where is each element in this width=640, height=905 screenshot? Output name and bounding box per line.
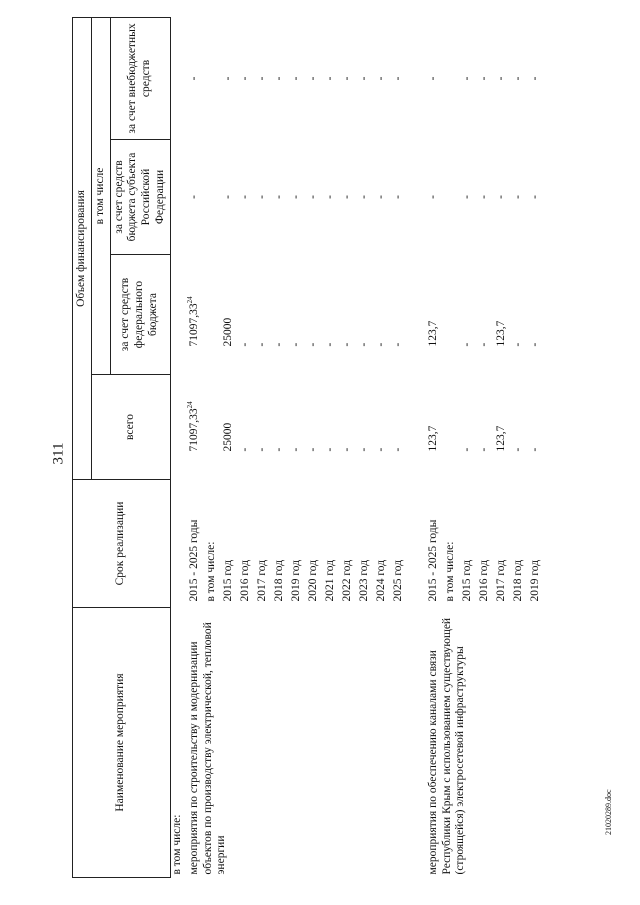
- period-cell: 2021 год: [323, 559, 336, 602]
- header-including: в том числе: [91, 17, 110, 374]
- rotated-table-content: [72, 18, 572, 878]
- regional-cell: -: [494, 195, 507, 199]
- federal-cell: 123,7: [426, 320, 439, 347]
- header-regional: за счет средств бюджета субъекта Российской Федерации: [110, 140, 170, 255]
- period-cell: 2016 год: [477, 559, 490, 602]
- footnote-mark: 24: [185, 296, 194, 304]
- federal-cell: 123,7: [494, 320, 507, 347]
- section-spacer: [409, 17, 427, 877]
- extra-cell: -: [221, 76, 234, 81]
- period-cell: 2015 год: [221, 559, 234, 602]
- federal-cell: [205, 255, 222, 375]
- period-cell: в том числе:: [443, 541, 456, 602]
- period-cell: 2025 год: [391, 559, 404, 602]
- period-cell: 2015 - 2025 годы: [187, 519, 200, 602]
- federal-cell: -: [238, 342, 251, 347]
- federal-cell: -: [272, 342, 285, 347]
- extra-cell: -: [511, 76, 524, 81]
- period-cell: 2015 год: [460, 559, 473, 602]
- total-cell: -: [255, 447, 268, 452]
- header-name: Наименование мероприятия: [73, 608, 171, 878]
- extra-cell: -: [323, 76, 336, 81]
- federal-cell: -: [323, 342, 336, 347]
- footnote-mark: 24: [185, 401, 194, 409]
- extra-cell: -: [426, 76, 439, 81]
- total-cell: -: [391, 447, 404, 452]
- period-cell: в том числе:: [204, 541, 217, 602]
- federal-cell: -: [340, 342, 353, 347]
- period-cell: 2020 год: [306, 559, 319, 602]
- regional-cell: -: [511, 195, 524, 199]
- extra-cell: -: [255, 76, 268, 81]
- regional-cell: -: [221, 195, 234, 199]
- total-cell: [205, 375, 222, 480]
- federal-cell: -: [289, 342, 302, 347]
- total-cell: -: [306, 447, 319, 452]
- regional-cell: -: [460, 195, 473, 199]
- period-cell: 2022 год: [340, 559, 353, 602]
- federal-cell: -: [357, 342, 370, 347]
- period-cell: 2016 год: [238, 559, 251, 602]
- federal-cell: [444, 255, 461, 375]
- regional-cell: [205, 140, 222, 255]
- header-funding: Объем финансирования: [73, 17, 92, 479]
- extra-cell: -: [477, 76, 490, 81]
- extra-cell: -: [289, 76, 302, 81]
- period-cell: 2023 год: [357, 559, 370, 602]
- header-extra: за счет внебюджетных средств: [110, 17, 170, 139]
- table-row: [427, 17, 444, 877]
- total-cell: -: [460, 447, 473, 452]
- federal-cell: -: [391, 342, 404, 347]
- regional-cell: -: [306, 195, 319, 199]
- financing-table: [72, 17, 546, 878]
- table-row: [188, 17, 205, 877]
- extra-cell: [205, 17, 222, 139]
- header-total: всего: [91, 375, 170, 480]
- total-cell: [444, 375, 461, 480]
- extra-cell: -: [528, 76, 541, 81]
- extra-cell: -: [391, 76, 404, 81]
- period-cell: 2017 год: [255, 559, 268, 602]
- extra-cell: -: [357, 76, 370, 81]
- regional-cell: -: [272, 195, 285, 199]
- table-body: [170, 17, 546, 877]
- total-cell: -: [289, 447, 302, 452]
- extra-cell: -: [187, 76, 200, 81]
- extra-cell: -: [272, 76, 285, 81]
- extra-cell: -: [340, 76, 353, 81]
- period-cell: 2019 год: [528, 559, 541, 602]
- page-number: 311: [50, 442, 67, 465]
- total-cell: -: [272, 447, 285, 452]
- measure-name: мероприятия по строительству и модернизации объектов по производству электрической, тепловой энергии: [187, 622, 228, 875]
- extra-cell: -: [374, 76, 387, 81]
- federal-cell: -: [477, 342, 490, 347]
- regional-cell: -: [323, 195, 336, 199]
- header-period: Срок реализации: [73, 480, 171, 608]
- intro-row: [170, 17, 188, 877]
- federal-cell: -: [255, 342, 268, 347]
- document-code: 21020289.doc: [604, 789, 613, 835]
- total-cell: -: [357, 447, 370, 452]
- regional-cell: -: [528, 195, 541, 199]
- extra-cell: -: [460, 76, 473, 81]
- federal-cell: -: [528, 342, 541, 347]
- table-header: [73, 17, 171, 877]
- federal-cell: -: [374, 342, 387, 347]
- extra-cell: -: [238, 76, 251, 81]
- total-cell: -: [528, 447, 541, 452]
- regional-cell: -: [238, 195, 251, 199]
- measure-name: мероприятия по обеспечению каналами связи Республики Крым с использованием существующей (строящейся) электросетевой инфраструктуры: [426, 617, 467, 875]
- intro-label: в том числе:: [170, 814, 183, 875]
- federal-cell: -: [511, 342, 524, 347]
- total-cell: -: [238, 447, 251, 452]
- period-cell: 2015 - 2025 годы: [426, 519, 439, 602]
- regional-cell: -: [374, 195, 387, 199]
- period-cell: 2019 год: [289, 559, 302, 602]
- extra-cell: [444, 17, 461, 139]
- regional-cell: -: [187, 195, 200, 199]
- total-cell: -: [340, 447, 353, 452]
- federal-cell: 71097,33$^{24}$: [185, 296, 200, 347]
- period-cell: 2017 год: [494, 559, 507, 602]
- regional-cell: [444, 140, 461, 255]
- regional-cell: -: [391, 195, 404, 199]
- total-cell: 123,7: [426, 425, 439, 452]
- period-cell: 2024 год: [374, 559, 387, 602]
- federal-cell: -: [460, 342, 473, 347]
- total-cell: 123,7: [494, 425, 507, 452]
- period-cell: 2018 год: [272, 559, 285, 602]
- federal-cell: -: [306, 342, 319, 347]
- federal-cell: 25000: [221, 317, 234, 347]
- total-cell: -: [511, 447, 524, 452]
- extra-cell: -: [306, 76, 319, 81]
- regional-cell: -: [426, 195, 439, 199]
- regional-cell: -: [477, 195, 490, 199]
- total-cell: -: [477, 447, 490, 452]
- regional-cell: -: [340, 195, 353, 199]
- period-cell: 2018 год: [511, 559, 524, 602]
- extra-cell: -: [494, 76, 507, 81]
- total-cell: -: [374, 447, 387, 452]
- regional-cell: -: [357, 195, 370, 199]
- total-cell: -: [323, 447, 336, 452]
- regional-cell: -: [289, 195, 302, 199]
- regional-cell: -: [255, 195, 268, 199]
- header-federal: за счет средств федерального бюджета: [110, 255, 170, 375]
- total-cell: 25000: [221, 422, 234, 452]
- total-cell: 71097,33$^{24}$: [185, 401, 200, 452]
